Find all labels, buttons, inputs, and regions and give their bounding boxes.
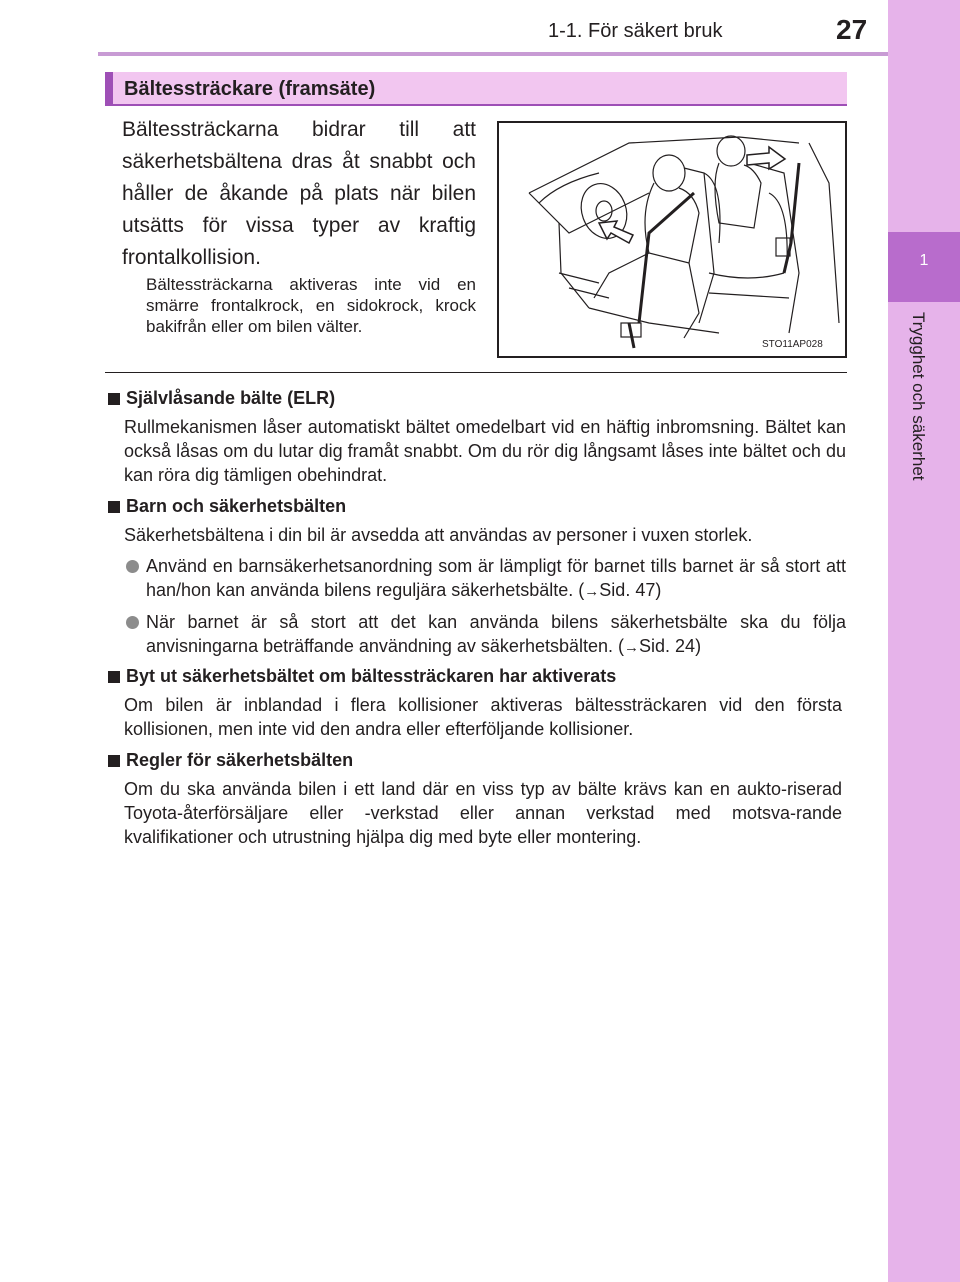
section-intro: Bältessträckarna bidrar till att säkerhetsbältena dras åt snabbt och håller de åkande på plats när bilen utsätts för vissa typer av kraftig frontalkollision.	[122, 118, 476, 269]
item-heading: Byt ut säkerhetsbältet om bältessträckaren har aktiverats	[126, 666, 617, 686]
chapter-side-tab	[888, 0, 960, 1282]
bullet-dot-icon	[126, 616, 139, 629]
bullet-dot-icon	[126, 560, 139, 573]
bullet-text-end: )	[695, 636, 702, 656]
bullet-text	[146, 610, 846, 660]
item-heading: Barn och säkerhetsbälten	[126, 496, 347, 516]
car-interior-drawing	[499, 123, 845, 356]
page-number: 27	[836, 14, 868, 45]
section-divider	[105, 372, 847, 373]
arrow-right-icon: →	[584, 583, 600, 600]
item-heading: Regler för säkerhetsbälten	[126, 750, 354, 770]
item-text: Om bilen är inblandad i flera kollisioner aktiveras bältessträckaren vid den första kollisionen, men inte vid den andra eller efterföljande kollisioner.	[124, 695, 842, 739]
bullet-text-end: )	[655, 580, 662, 600]
header-divider	[98, 52, 888, 56]
item-text: Om du ska använda bilen i ett land där en viss typ av bälte krävs kan en aukto-riserad Toyota-återförsäljare eller -verkstad eller annan verkstad med motsva-rande kvalifikationer och utrustning hjälpa dig med byte eller montering.	[124, 779, 842, 847]
chapter-tab-label: Trygghet och säkerhet	[909, 312, 928, 481]
figure-code: STO11AP028	[762, 339, 823, 350]
item-text: Säkerhetsbältena i din bil är avsedda att användas av personer i vuxen storlek.	[124, 525, 753, 545]
arrow-right-icon: →	[624, 639, 640, 656]
chapter-title: 1-1. För säkert bruk	[548, 20, 723, 42]
heading-square-icon	[108, 393, 120, 405]
section-note: Bältessträckarna aktiveras inte vid en smärre frontalkrock, en sidokrock, krock bakifrån eller om bilen välter.	[146, 275, 476, 336]
page-reference-link[interactable]: Sid. 47	[599, 580, 656, 600]
bullet-text	[146, 554, 846, 604]
item-heading: Självlåsande bälte (ELR)	[126, 388, 336, 408]
bullet-text-main: Använd en barnsäkerhetsanordning som är lämpligt för barnet tills barnet är så stort att han/hon kan använda bilens reguljära säkerhetsbälte. (	[146, 556, 846, 600]
section-title: Bältessträckare (framsäte)	[124, 78, 376, 100]
heading-square-icon	[108, 755, 120, 767]
heading-square-icon	[108, 501, 120, 513]
item-text: Rullmekanismen låser automatiskt bältet omedelbart vid en häftig inbromsning. Bältet kan också låsas om du lutar dig framåt snabbt. Om du rör dig långsamt låses inte bältet och du kan röra dig tämligen obehindrat.	[124, 417, 846, 485]
chapter-tab-number: 1	[919, 252, 929, 269]
seatbelt-pretensioner-illustration	[497, 121, 847, 358]
bullet-text-main: När barnet är så stort att det kan använda bilens säkerhetsbälte ska du följa anvisningarna beträffande användning av säkerhetsbälten. (	[146, 612, 846, 656]
heading-square-icon	[108, 671, 120, 683]
page-reference-link[interactable]: Sid. 24	[639, 636, 696, 656]
